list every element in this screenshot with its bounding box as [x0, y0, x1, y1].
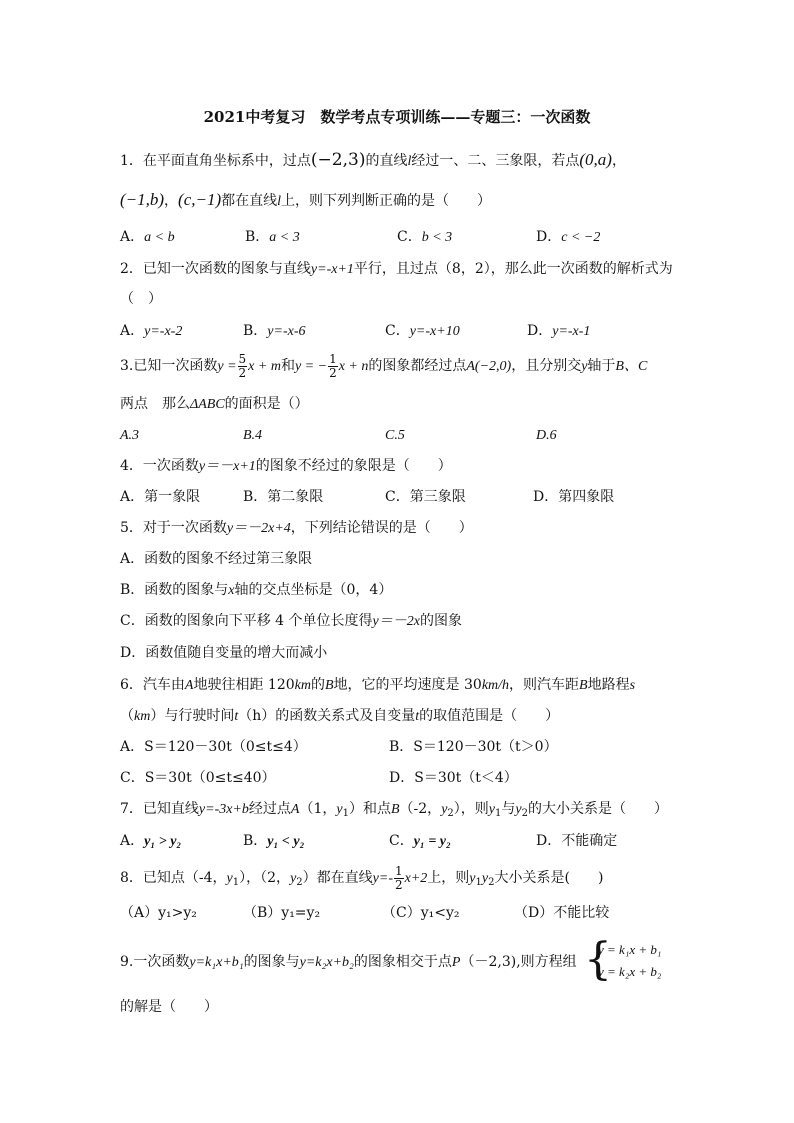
q3-option-a: A.3 [120, 428, 140, 443]
q5-option-a: A．函数的图象不经过第三象限 [120, 551, 313, 567]
q1-option-c: C．b < 3 [397, 229, 453, 245]
q1-text-e: ， [164, 193, 179, 209]
q1-text-a: 1．在平面直角坐标系中，过点 [120, 153, 311, 169]
q1-text-d: ， [611, 153, 626, 169]
q7-option-b: B．y₁ < y₂ [243, 833, 305, 849]
q1-text-f: 都在直线 [221, 193, 278, 209]
q7-option-c: C．y₁ = y₂ [389, 833, 451, 849]
q8-option-d: （D）不能比较 [514, 905, 610, 921]
q2-option-b: B．y=-x-6 [243, 323, 306, 339]
page-title: 2021中考复习 数学考点专项训练——专题三：一次函数 [203, 108, 591, 126]
q1-point-4: (c,−1) [178, 190, 222, 209]
q5-option-c: C．函数的图象向下平移 4 个单位长度得y＝－2x的图象 [120, 613, 462, 629]
q3-option-d: D.6 [536, 428, 557, 443]
q2-expression: y=-x+1 [310, 262, 354, 277]
q3-option-c: C.5 [385, 428, 405, 443]
q3-option-b: B.4 [243, 428, 263, 443]
question-7-line-1: 7．已知直线y=-3x+b经过点A（1，$y_1$）和点B（-2，$y_2$），则$y_1$与$y_2$的大小关系是（ ） [120, 801, 668, 819]
q5-option-b: B．函数的图象与x轴的交点坐标是（0，4） [120, 582, 393, 598]
q1-line-var-2: l [277, 194, 282, 209]
q4-option-b: B．第二象限 [243, 489, 324, 505]
question-2-line-2: （ ） [120, 291, 162, 307]
q6-option-d: D．S＝30t（t＜4） [389, 770, 518, 786]
q1-option-d: D．c < −2 [536, 229, 601, 245]
question-6-line-2: （km）与行驶时间t（h）的函数关系式及自变量t的取值范围是（ ） [120, 708, 560, 724]
brace-icon: { [584, 934, 612, 985]
question-9-line-1: 9.一次函数y=k₁x+b₁的图象与y=k₂x+b₂的图象相交于点P（－2,3),则方程组 [120, 954, 577, 970]
question-1-line-2 [120, 190, 491, 212]
q4-option-c: C．第三象限 [385, 489, 466, 505]
q2-option-a: A．y=-x-2 [120, 323, 183, 339]
q1-point-3: (−1,b) [120, 190, 165, 209]
q3-fraction-1: $\frac{5}{2}$ [238, 351, 247, 380]
q1-text-c: 经过一、二、三象限，若点 [411, 153, 580, 169]
q4-option-a: A．第一象限 [120, 489, 201, 505]
q1-option-a: A．a < b [120, 229, 175, 245]
q7-option-d: D．不能确定 [536, 833, 618, 849]
q8-option-c: （C）y₁<y₂ [382, 905, 460, 921]
question-4-line-1: 4．一次函数y＝－x+1的图象不经过的象限是（ ） [120, 458, 452, 474]
question-3-line-1: 3.已知一次函数y = $\frac{5}{2}$ x + m和y = − $\frac{1}{2}$ x + n的图象都经过点A(−2,0)，且分别交y轴于B、C [120, 351, 648, 380]
q8-option-b: （B）y₁=y₂ [243, 905, 321, 921]
q7-option-a: A．y₁ > y₂ [120, 833, 182, 849]
q9-equation-system [584, 934, 704, 985]
question-1-line-1 [120, 150, 626, 172]
q9-equation-2: y = k₂x + b₂ [598, 964, 662, 979]
question-6-line-1: 6．汽车由A地驶往相距 120km的B地，它的平均速度是 30km/h，则汽车距B地路程s [120, 677, 636, 693]
q4-option-d: D．第四象限 [533, 489, 615, 505]
q8-option-a: （A）y₁>y₂ [120, 905, 197, 921]
q1-point-2: (0,a) [579, 150, 612, 169]
q6-option-c: C．S＝30t（0≤t≤40） [120, 770, 276, 786]
question-5-line-1: 5．对于一次函数y＝－2x+4，下列结论错误的是（ ） [120, 520, 473, 536]
q8-fraction: $\frac{1}{2}$ [394, 863, 403, 892]
q2-option-d: D．y=-x-1 [527, 323, 591, 339]
q1-text-g: 上，则下列判断正确的是（ ） [281, 193, 492, 209]
q6-option-a: A．S＝120－30t（0≤t≤4） [120, 739, 307, 755]
q1-option-b: B．a < 3 [245, 229, 300, 245]
question-8-line-1: 8．已知点（-4，$y_1$），（2，$y_2$）都在直线y=- $\frac{1}{2}$ x+2上，则$y_1y_2$大小关系是( ) [120, 863, 604, 892]
q2-option-c: C．y=-x+10 [385, 323, 460, 339]
q1-text-b: 的直线 [365, 153, 408, 169]
question-3-line-2: 两点 那么ΔABC的面积是（） [120, 396, 309, 412]
q1-line-var: l [407, 154, 412, 169]
q5-option-d: D．函数值随自变量的增大而减小 [120, 645, 328, 661]
question-9-line-2: 的解是（ ） [120, 999, 218, 1015]
question-2-line-1: 2．已知一次函数的图象与直线y=-x+1平行，且过点（8，2），那么此一次函数的解析式为 [120, 261, 673, 277]
q3-fraction-2: $\frac{1}{2}$ [329, 351, 337, 380]
q9-equation-1: y = k₁x + b₁ [598, 942, 662, 957]
q6-option-b: B．S＝120－30t（t＞0） [389, 739, 558, 755]
q1-point-1: (−2,3) [310, 150, 366, 170]
